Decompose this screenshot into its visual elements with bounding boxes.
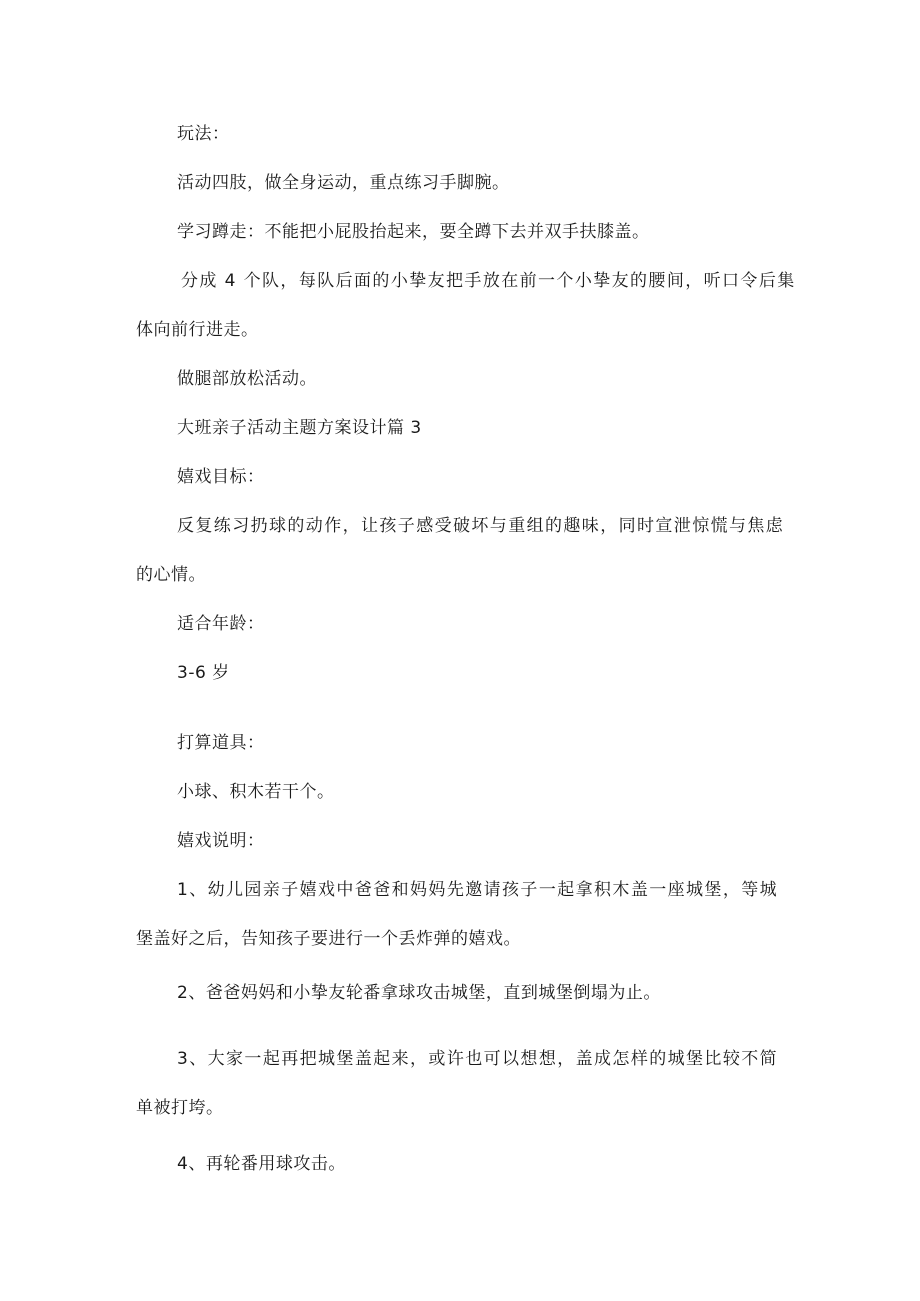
- paragraph-line: 做腿部放松活动。: [177, 369, 317, 389]
- paragraph-line: 3、大家一起再把城堡盖起来，或许也可以想想，盖成怎样的城堡比较不简: [177, 1049, 779, 1069]
- paragraph-line: 活动四肢，做全身运动，重点练习手脚腕。: [177, 173, 510, 193]
- section-heading: 大班亲子活动主题方案设计篇 3: [177, 418, 422, 438]
- paragraph-line: 体向前行进走。: [136, 320, 259, 340]
- paragraph-line: 1、幼儿园亲子嬉戏中爸爸和妈妈先邀请孩子一起拿积木盖一座城堡，等城: [177, 880, 779, 900]
- paragraph-line: 分成 4 个队，每队后面的小挚友把手放在前一个小挚友的腰间，听口令后集: [181, 271, 796, 291]
- paragraph-line: 嬉戏目标：: [177, 467, 265, 487]
- paragraph-line: 3-6 岁: [177, 663, 230, 683]
- paragraph-line: 学习蹲走：不能把小屁股抬起来，要全蹲下去并双手扶膝盖。: [177, 222, 650, 242]
- paragraph-line: 4、再轮番用球攻击。: [177, 1154, 346, 1174]
- paragraph-line: 玩法：: [177, 124, 230, 144]
- paragraph-line: 适合年龄：: [177, 614, 265, 634]
- paragraph-line: 的心情。: [136, 565, 206, 585]
- paragraph-line: 堡盖好之后，告知孩子要进行一个丢炸弹的嬉戏。: [136, 929, 521, 949]
- paragraph-line: 小球、积木若干个。: [177, 782, 335, 802]
- paragraph-line: 单被打垮。: [136, 1098, 224, 1118]
- paragraph-line: 反复练习扔球的动作，让孩子感受破坏与重组的趣味，同时宣泄惊慌与焦虑: [177, 516, 785, 536]
- paragraph-line: 嬉戏说明：: [177, 831, 265, 851]
- paragraph-line: 2、爸爸妈妈和小挚友轮番拿球攻击城堡，直到城堡倒塌为止。: [177, 983, 661, 1003]
- paragraph-line: 打算道具：: [177, 733, 265, 753]
